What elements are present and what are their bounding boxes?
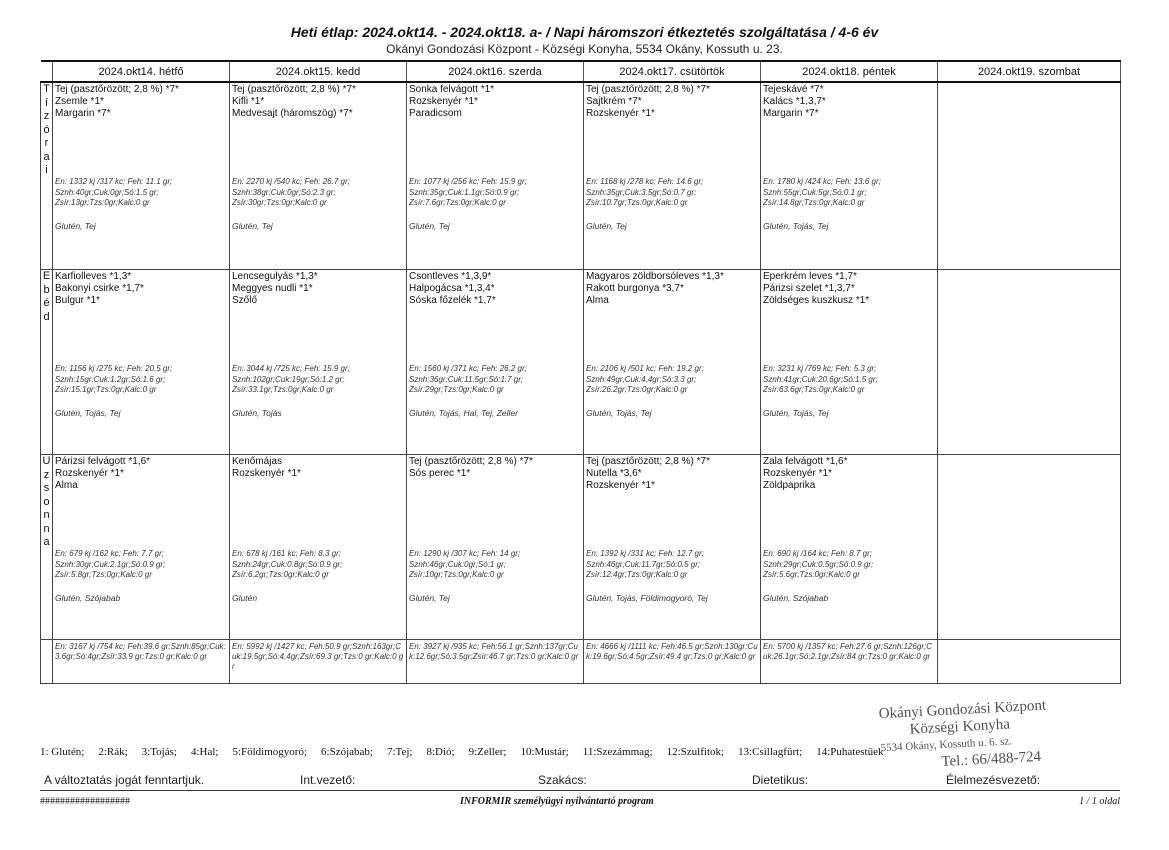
nutrition-line: En: 1560 kj /371 kc; Feh: 26.2 gr; <box>409 364 527 373</box>
daily-total-text: En: 5992 kj /1427 kc; Feh:50.9 gr;Sznh:163gr;Cuk:19.5gr;Só:4.4gr;Zsír:69.3 gr;Tzs:0 gr;Kalc:0 gr <box>232 642 404 671</box>
day-header: 2024.okt17. csütörtök <box>584 61 761 82</box>
nutrition-line: En: 1156 kj /275 kc; Feh: 20.5 gr; <box>55 364 173 373</box>
nutrition-line: En: 690 kj /164 kc; Feh: 8.7 gr; <box>763 549 872 558</box>
nutrition-line: En: 679 kj /162 kc; Feh: 7.7 gr; <box>55 549 164 558</box>
nutrition-line: Zsír:10gr;Tzs:0gr;Kalc:0 gr <box>409 570 504 579</box>
nutrition-info <box>232 364 404 396</box>
nutrition-line: En: 2106 kj /501 kc; Feh: 19.2 gr; <box>586 364 704 373</box>
food-item: Párizsi szelet *1,3,7* <box>763 283 855 294</box>
day-header-row <box>41 61 1121 82</box>
food-list <box>232 270 404 307</box>
allergen-list: Glutén, Tojás, Tej <box>763 221 829 231</box>
food-item: Tej (pasztőrözött; 2,8 %) *7* <box>409 456 533 467</box>
nutrition-line: En: 1332 kj /317 kc; Feh: 11.1 gr; <box>55 177 173 186</box>
menu-cell <box>584 270 761 455</box>
nutrition-line: Sznh:46gr;Cuk:11.7gr;Só:0.5 gr; <box>586 559 701 569</box>
allergen-list: Glutén, Tej <box>55 221 96 231</box>
food-list <box>232 455 404 480</box>
food-list <box>55 455 227 492</box>
food-list <box>409 83 581 120</box>
page-title: Heti étlap: 2024.okt14. - 2024.okt18. a- / Napi háromszori étkeztetés szolgáltatása / 4-6 év <box>290 24 879 40</box>
food-item: Zöldpaprika <box>763 480 816 491</box>
nutrition-line: En: 3044 kj /725 kc; Feh: 15.9 gr; <box>232 364 350 373</box>
day-header: 2024.okt18. péntek <box>761 61 938 82</box>
food-item: Bulgur *1* <box>55 295 101 306</box>
food-list <box>586 270 758 307</box>
footer-divider <box>40 790 1120 791</box>
meal-label-letter: ó <box>43 123 50 136</box>
nutrition-info <box>232 549 404 581</box>
nutrition-info <box>763 177 935 209</box>
nutrition-line: Sznh:30gr;Cuk:2.1gr;Só:0.9 gr; <box>55 559 166 569</box>
food-item: Meggyes nudli *1* <box>232 283 313 294</box>
nutrition-line: Sznh:102gr;Cuk:19gr;Só:1.2 gr; <box>232 374 345 384</box>
nutrition-line: Zsír:10.7gr;Tzs:0gr;Kalc:0 gr <box>586 198 688 207</box>
nutrition-line: Zsír:7.6gr;Tzs:0gr;Kalc:0 gr <box>409 198 506 207</box>
nutrition-line: Sznh:38gr;Cuk:0gr;Só:2.3 gr; <box>232 187 336 197</box>
nutrition-line: Sznh:49gr;Cuk:4.4gr;Só:3.3 gr; <box>586 374 697 384</box>
nutrition-info <box>763 549 935 581</box>
daily-total-cell <box>230 640 407 684</box>
food-item: Medvesajt (háromszög) *7* <box>232 108 353 119</box>
menu-cell <box>53 455 230 640</box>
menu-cell <box>761 82 938 270</box>
kitchen-stamp <box>878 694 1121 774</box>
meal-label-letter: T <box>43 83 50 95</box>
daily-total-text: En: 3167 kj /754 kc; Feh:39.6 gr;Sznh:85gr;Cuk:3.6gr;Só:4gr;Zsír:33.9 gr;Tzs:0 gr;Kalc:0 gr <box>55 642 226 661</box>
allergen-list: Glutén, Tojás <box>232 408 282 418</box>
nutrition-line: En: 1290 kj /307 kc; Feh: 14 gr; <box>409 549 521 558</box>
menu-cell <box>407 455 584 640</box>
dietitian-label: Dietetikus: <box>752 773 809 787</box>
nutrition-line: Sznh:36gr;Cuk:11.5gr;Só:1.7 gr; <box>409 374 524 384</box>
corner-cell <box>41 61 53 82</box>
daily-total-text <box>940 640 1118 642</box>
hash-marks: ################## <box>40 796 130 807</box>
manager-label: Int.vezető: <box>300 773 356 787</box>
meal-label-letter: r <box>44 137 49 149</box>
food-item: Zsemle *1* <box>55 96 104 107</box>
allergen-list: Glutén, Szójabab <box>55 593 121 603</box>
nutrition-info <box>232 177 404 209</box>
legend-item: 14:Puhatestűek <box>816 746 884 758</box>
food-item: Eperkrém leves *1,7* <box>763 271 857 282</box>
steward-label: Élelmezésvezető: <box>946 773 1041 787</box>
meal-label-letter: U <box>42 455 51 467</box>
disclaimer-text: A változtatás jogát fenntartjuk. <box>44 773 205 787</box>
allergen-list: Glutén, Tej <box>409 221 450 231</box>
daily-total-cell <box>938 640 1121 684</box>
nutrition-line: Sznh:35gr;Cuk:1.1gr;Só:0.9 gr; <box>409 187 520 197</box>
food-item: Margarin *7* <box>763 108 819 119</box>
menu-cell <box>761 455 938 640</box>
meal-label-letter: é <box>43 297 50 309</box>
allergen-list: Glutén, Tej <box>232 221 273 231</box>
legend-item: 9:Zeller; <box>468 746 507 758</box>
food-item: Alma <box>586 295 609 306</box>
allergen-list: Glutén <box>232 593 258 603</box>
page-subtitle: Okányi Gondozási Központ - Községi Konyha, 5534 Okány, Kossuth u. 23. <box>386 42 783 56</box>
food-item: Rozskenyér *1* <box>55 468 124 479</box>
nutrition-line: Zsír:5.6gr;Tzs:0gr;Kalc:0 gr <box>763 570 860 579</box>
nutrition-line: Zsír:6.2gr;Tzs:0gr;Kalc:0 gr <box>232 570 329 579</box>
menu-cell <box>230 270 407 455</box>
meal-row <box>41 455 1121 640</box>
daily-total-cell <box>584 640 761 684</box>
legend-item: 3:Tojás; <box>141 746 177 758</box>
food-item: Sajtkrém *7* <box>586 96 642 107</box>
menu-cell <box>938 455 1121 640</box>
food-item: Tej (pasztőrözött; 2,8 %) *7* <box>586 456 710 467</box>
food-item: Magyaros zöldborsóleves *1,3* <box>586 271 724 282</box>
legend-item: 12:Szulfitok; <box>666 746 725 758</box>
menu-cell <box>230 455 407 640</box>
food-item: Sóska főzelék *1,7* <box>409 295 496 306</box>
nutrition-info <box>409 364 581 396</box>
nutrition-line: Zsír:12.4gr;Tzs:0gr;Kalc:0 gr <box>586 570 688 579</box>
nutrition-line: Sznh:24gr;Cuk:0.8gr;Só:0.9 gr; <box>232 559 343 569</box>
allergen-list: Glutén, Tej <box>409 593 450 603</box>
legend-item: 6:Szójabab; <box>321 746 373 758</box>
legend-item: 7:Tej; <box>386 746 413 758</box>
food-item: Csontleves *1,3,9* <box>409 271 492 282</box>
stamp-line: Községi Konyha <box>909 716 1011 738</box>
food-list <box>940 83 1118 84</box>
nutrition-line: Sznh:29gr;Cuk:0.5gr;Só:0.9 gr; <box>763 559 874 569</box>
food-list <box>409 270 581 307</box>
legend-item: 8:Dió; <box>426 746 455 758</box>
allergen-list: Glutén, Tojás, Tej <box>586 408 652 418</box>
nutrition-line: Sznh:40gr;Cuk:0gr;Só:1.5 gr; <box>55 187 159 197</box>
meal-label-letter: d <box>43 310 50 323</box>
food-item: Kenőmájas <box>232 456 283 467</box>
cook-label: Szakács: <box>538 773 587 787</box>
food-item: Rakott burgonya *3,7* <box>586 283 684 294</box>
menu-cell <box>407 82 584 270</box>
food-item: Párizsi felvágott *1,6* <box>55 456 151 467</box>
meal-label-letter: i <box>45 164 48 176</box>
stamp-line: 5534 Okány, Kossuth u. 6. sz. <box>880 735 1013 755</box>
nutrition-line: Zsír:15.1gr;Tzs:0gr;Kalc:0 gr <box>55 385 157 394</box>
nutrition-info <box>586 364 758 396</box>
food-item: Tej (pasztőrözött; 2,8 %) *7* <box>232 84 356 95</box>
food-item: Nutella *3,6* <box>586 468 642 479</box>
menu-cell <box>230 82 407 270</box>
nutrition-line: Zsír:13gr;Tzs:0gr;Kalc:0 gr <box>55 198 150 207</box>
food-item: Rozskenyér *1* <box>232 468 301 479</box>
daily-total-cell <box>761 640 938 684</box>
allergen-list: Glutén, Tojás, Földimogyoró, Tej <box>586 593 708 603</box>
stamp-line: Tel.: 66/488-724 <box>940 748 1042 771</box>
food-item: Rozskenyér *1* <box>763 468 832 479</box>
daily-total-label <box>41 640 53 684</box>
menu-cell <box>53 270 230 455</box>
meal-row <box>41 82 1121 270</box>
menu-cell <box>584 82 761 270</box>
food-list <box>763 83 935 120</box>
nutrition-line: Zsír:63.6gr;Tzs:0gr;Kalc:0 gr <box>763 385 865 394</box>
allergen-list: Glutén, Tej <box>586 221 627 231</box>
food-item: Sonka felvágott *1* <box>409 84 495 95</box>
meal-label-letter: a <box>43 536 50 548</box>
menu-cell <box>761 270 938 455</box>
daily-total-cell <box>407 640 584 684</box>
nutrition-info <box>409 549 581 581</box>
weekly-menu-table <box>40 60 1121 684</box>
nutrition-info <box>763 364 935 396</box>
nutrition-line: Zsír:30gr;Tzs:0gr;Kalc:0 gr <box>232 198 327 207</box>
food-item: Sós perec *1* <box>409 468 471 479</box>
meal-label-letter: n <box>43 509 50 521</box>
nutrition-line: Zsír:14.8gr;Tzs:0gr;Kalc:0 gr <box>763 198 865 207</box>
nutrition-info <box>55 364 227 396</box>
day-header: 2024.okt15. kedd <box>230 61 407 82</box>
menu-cell <box>584 455 761 640</box>
food-item: Rozskenyér *1* <box>586 108 655 119</box>
food-item: Paradicsom <box>409 108 462 119</box>
nutrition-line: Zsír:29gr;Tzs:0gr;Kalc:0 gr <box>409 385 504 394</box>
meal-label-letter: o <box>43 495 50 508</box>
food-item: Lencsegulyás *1,3* <box>232 271 318 282</box>
food-list <box>409 455 581 480</box>
nutrition-info <box>409 177 581 209</box>
food-item: Karfiolleves *1,3* <box>55 271 132 282</box>
nutrition-line: Zsír:26.2gr;Tzs:0gr;Kalc:0 gr <box>586 385 688 394</box>
food-item: Tejeskávé *7* <box>763 84 824 95</box>
nutrition-line: Zsír:5.8gr;Tzs:0gr;Kalc:0 gr <box>55 570 152 579</box>
nutrition-line: Sznh:46gr;Cuk:0gr;Só:1 gr; <box>409 559 506 569</box>
food-list <box>586 83 758 120</box>
food-item: Margarin *7* <box>55 108 111 119</box>
nutrition-line: En: 2270 kj /540 kc; Feh: 26.7 gr; <box>232 177 350 186</box>
nutrition-line: Sznh:35gr;Cuk:3.5gr;Só:0.7 gr; <box>586 187 697 197</box>
menu-cell <box>53 82 230 270</box>
menu-cell <box>938 270 1121 455</box>
day-header: 2024.okt19. szombat <box>938 61 1121 82</box>
nutrition-line: En: 1780 kj /424 kc; Feh: 13.6 gr; <box>763 177 881 186</box>
day-header: 2024.okt16. szerda <box>407 61 584 82</box>
food-item: Tej (pasztőrözött; 2,8 %) *7* <box>55 84 179 95</box>
food-list <box>55 270 227 307</box>
meal-label-letter: n <box>43 522 50 535</box>
food-list <box>940 270 1118 271</box>
menu-cell <box>938 82 1121 270</box>
food-item: Zöldséges kuszkusz *1* <box>763 295 870 306</box>
allergen-list: Glutén, Tojás, Hal, Tej, Zeller <box>409 408 518 418</box>
food-list <box>232 83 404 120</box>
food-list <box>940 455 1118 456</box>
daily-total-text: En: 4666 kj /1111 kc; Feh:46.5 gr;Sznh:130gr;Cuk:19.6gr;Só:4.5gr;Zsír:49.4 gr;Tzs:0 gr;Kalc:0 gr <box>586 642 758 661</box>
allergen-list: Glutén, Tojás, Tej <box>763 408 829 418</box>
nutrition-info <box>586 549 758 581</box>
nutrition-info <box>55 549 227 581</box>
nutrition-line: En: 3231 kj /769 kc; Feh: 5.3 gr; <box>763 364 877 373</box>
nutrition-line: Sznh:15gr;Cuk:1.2gr;Só:1.6 gr; <box>55 374 166 384</box>
day-header: 2024.okt14. hétfő <box>53 61 230 82</box>
nutrition-info <box>586 177 758 209</box>
legend-item: 5:Földimogyoró; <box>232 746 308 758</box>
daily-total-text: En: 3927 kj /935 kc; Feh:56.1 gr;Sznh:137gr;Cuk:12.6gr;Só:3.5gr;Zsír:46.7 gr;Tzs:0 gr;Kalc:0 gr <box>409 642 579 661</box>
nutrition-line: Sznh:55gr;Cuk:5gr;Só:0.1 gr; <box>763 187 867 197</box>
stamp-line: Okányi Gondozási Központ <box>878 697 1047 723</box>
legend-item: 2:Rák; <box>98 746 128 758</box>
meal-label <box>41 455 53 640</box>
nutrition-line: En: 1077 kj /256 kc; Feh: 15.9 gr; <box>409 177 527 186</box>
food-item: Alma <box>55 480 78 491</box>
legend-item: 4:Hal; <box>190 746 219 758</box>
daily-total-text: En: 5700 kj /1357 kc; Feh:27.6 gr;Sznh:126gr;Cuk:26.1gr;Só:2.1gr;Zsír:84 gr;Tzs:0 gr;Kalc:0 gr <box>763 642 932 661</box>
program-name: INFORMIR személyügyi nyilvántartó program <box>460 796 654 807</box>
page-number: 1 / 1 oldal <box>1079 796 1120 807</box>
daily-total-cell <box>53 640 230 684</box>
nutrition-line: En: 1168 kj /278 kc; Feh: 14.6 gr; <box>586 177 704 186</box>
legend-item: 11:Szezámmag; <box>582 746 653 758</box>
food-list <box>55 83 227 120</box>
food-item: Rozskenyér *1* <box>409 96 478 107</box>
meal-label-letter: s <box>43 482 50 494</box>
meal-row <box>41 270 1121 455</box>
meal-label-letter: a <box>43 150 50 163</box>
meal-label <box>41 82 53 270</box>
food-item: Szőlő <box>232 295 258 306</box>
food-item: Tej (pasztőrözött; 2,8 %) *7* <box>586 84 710 95</box>
legend-item: 13:Csillagfürt; <box>738 746 803 758</box>
meal-label-letter: z <box>43 110 50 122</box>
food-item: Zala felvágott *1,6* <box>763 456 848 467</box>
food-item: Kifli *1* <box>232 96 265 107</box>
nutrition-line: En: 678 kj /161 kc; Feh: 8.3 gr; <box>232 549 341 558</box>
meal-label-letter: E <box>42 270 51 282</box>
nutrition-line: Zsír:33.1gr;Tzs:0gr;Kalc:0 gr <box>232 385 334 394</box>
food-list <box>586 455 758 492</box>
legend-item: 1: Glutén; <box>40 746 85 758</box>
menu-cell <box>407 270 584 455</box>
meal-label-letter: z <box>43 468 50 481</box>
food-item: Halpogácsa *1,3,4* <box>409 283 495 294</box>
food-list <box>763 270 935 307</box>
legend-item: 10:Mustár; <box>520 746 569 758</box>
meal-label <box>41 270 53 455</box>
meal-label-letter: í <box>44 96 49 109</box>
nutrition-info <box>55 177 227 209</box>
food-list <box>763 455 935 492</box>
daily-total-row <box>41 640 1121 684</box>
allergen-list: Glutén, Szójabab <box>763 593 829 603</box>
nutrition-line: En: 1392 kj /331 kc; Feh: 12.7 gr; <box>586 549 704 558</box>
allergen-list: Glutén, Tojás, Tej <box>55 408 121 418</box>
food-item: Bakonyi csirke *1,7* <box>55 283 144 294</box>
meal-label-letter: b <box>43 283 50 296</box>
food-item: Rozskenyér *1* <box>586 480 655 491</box>
nutrition-line: Sznh:41gr;Cuk:20.6gr;Só:1.5 gr; <box>763 374 878 384</box>
food-item: Kalács *1,3,7* <box>763 96 826 107</box>
